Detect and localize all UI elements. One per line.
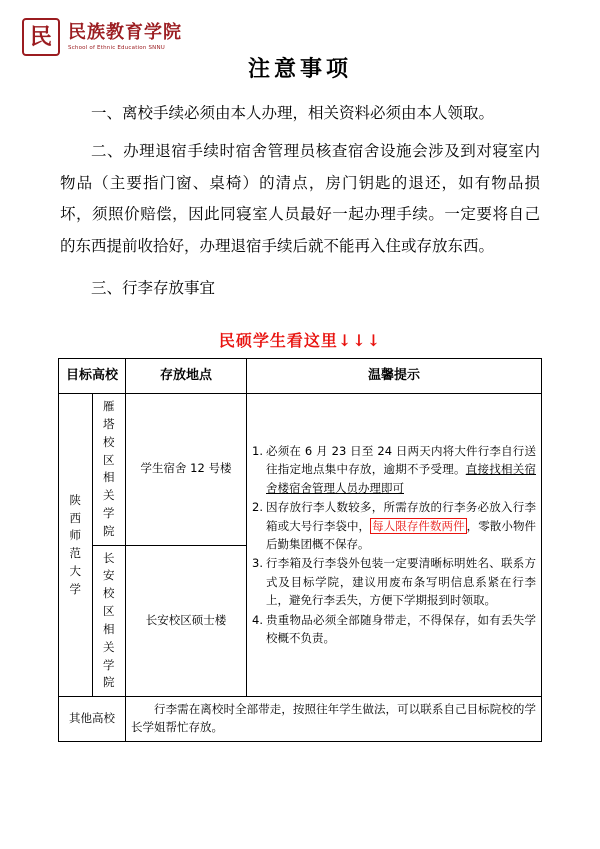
tip-item xyxy=(252,442,536,497)
table-row xyxy=(59,394,542,546)
tips-list xyxy=(252,442,536,647)
tip-text: 行李箱及行李袋外包装一定要清晰标明姓名、联系方式及目标学院，建议用废布条写明信息系紧在行李上，避免行李丢失，方便下学期报到时领取。 xyxy=(266,556,536,608)
cell-note-other: 行李需在离校时全部带走，按照往年学生做法，可以联系自己目标院校的学长学姐帮忙存放。 xyxy=(126,697,542,742)
cell-school-snnu: 陕西师范大学 xyxy=(59,394,93,697)
school-name-block xyxy=(68,23,182,52)
tip-number: 3. xyxy=(252,556,263,571)
paragraph-2: 二、办理退宿手续时宿舍管理员核查宿舍设施会涉及到对寝室内物品（主要指门窗、桌椅）的清点，房门钥匙的退还，如有物品损坏，须照价赔偿，因此同寝室人员最好一起办理手续。一定要将自己的东西提前收拾好，办理退宿手续后就不能再入住或存放东西。 xyxy=(60,141,540,256)
document-header xyxy=(22,18,182,56)
luggage-storage-table xyxy=(58,358,542,742)
school-name-en: School of Ethnic Education SNNU xyxy=(68,45,166,52)
tip-item xyxy=(252,611,536,648)
tip-item xyxy=(252,498,536,553)
tip-text-tail: ，零散小物件后勤集团概不保存。 xyxy=(266,518,537,551)
tip-number: 4. xyxy=(252,612,263,627)
cell-place-changan: 长安校区硕士楼 xyxy=(126,545,247,697)
tip-text-highlight: 每人限存件数两件 xyxy=(372,518,465,533)
school-name-cn: 民族教育学院 xyxy=(68,21,182,43)
table-row xyxy=(59,697,542,742)
tip-text: 必须在 6 月 23 日至 24 日两天内将大件行李自行送往指定地点集中存放，逾期不予受理。 xyxy=(266,443,536,477)
tip-number: 2. xyxy=(252,500,263,515)
tip-text: 因存放行李人数较多，所需存放的行李务必放入行李箱或大号行李袋中， xyxy=(266,500,536,533)
cell-campus-changan: 长安校区相关学院 xyxy=(92,545,126,697)
header-tips: 温馨提示 xyxy=(247,359,542,394)
school-seal-icon xyxy=(22,18,60,56)
table-header-row xyxy=(59,359,542,394)
cell-school-other: 其他高校 xyxy=(59,697,126,742)
cell-campus-yanta: 雁塔校区相关学院 xyxy=(92,394,126,546)
page-title: 注意事项 xyxy=(247,56,352,82)
paragraph-1: 一、离校手续必须由本人办理，相关资料必须由本人领取。 xyxy=(91,104,495,122)
header-target-school: 目标高校 xyxy=(59,359,126,394)
callout-notice: 民硕学生看这里↓↓↓ xyxy=(218,331,382,350)
tip-text-underline: 直接找相关宿舍楼宿舍管理人员办理即可 xyxy=(266,462,536,495)
document-body xyxy=(60,98,540,313)
paragraph-3: 三、行李存放事宜 xyxy=(91,278,216,297)
tip-text: 贵重物品必须全部随身带走，不得保存，如有丢失学校概不负责。 xyxy=(266,612,536,645)
tip-item xyxy=(252,554,536,609)
cell-place-yanta: 学生宿舍 12 号楼 xyxy=(126,394,247,546)
seal-character: 民 xyxy=(29,24,52,50)
cell-tips-snnu xyxy=(247,394,542,697)
header-storage-place: 存放地点 xyxy=(126,359,247,394)
tip-number: 1. xyxy=(252,443,263,458)
